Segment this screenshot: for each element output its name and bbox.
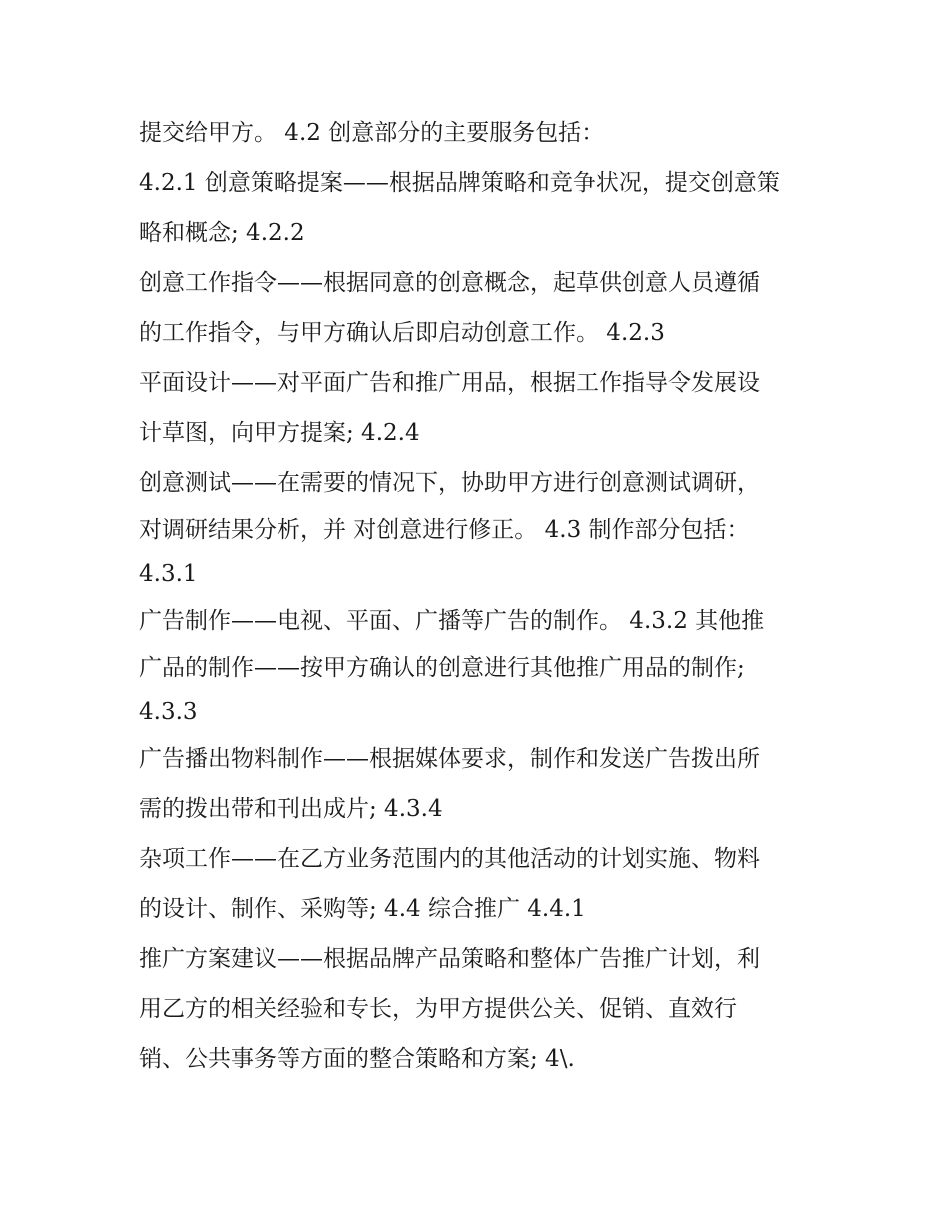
text-line-3: 略和概念; 4.2.2 [139,220,305,246]
text-line-14: 广告播出物料制作——根据媒体要求，制作和发送广告拨出所 [139,746,760,772]
text-line-17: 的设计、制作、采购等; 4.4 综合推广 4.4.1 [139,896,586,922]
text-line-10: 4.3.1 [139,561,198,587]
text-line-5: 的工作指令，与甲方确认后即启动创意工作。 4.2.3 [139,320,665,346]
text-line-12: 广品的制作——按甲方确认的创意进行其他推广用品的制作; [139,655,745,681]
text-line-13: 4.3.3 [139,699,198,725]
text-line-2: 4.2.1 创意策略提案——根据品牌策略和竞争状况，提交创意策 [139,170,780,196]
text-line-16: 杂项工作——在乙方业务范围内的其他活动的计划实施、物料 [139,846,760,872]
text-line-7: 计草图，向甲方提案; 4.2.4 [139,420,420,446]
document-body [139,108,819,1084]
text-line-18: 推广方案建议——根据品牌产品策略和整体广告推广计划，利 [139,946,760,972]
text-line-8: 创意测试——在需要的情况下，协助甲方进行创意测试调研， [139,470,760,496]
text-line-19: 用乙方的相关经验和专长，为甲方提供公关、促销、直效行 [139,996,737,1022]
text-line-9: 对调研结果分析，并 对创意进行修正。 4.3 制作部分包括： [139,517,750,543]
text-line-4: 创意工作指令——根据同意的创意概念，起草供创意人员遵循 [139,270,760,296]
text-line-15: 需的拨出带和刊出成片; 4.3.4 [139,796,443,822]
text-line-1: 提交给甲方。 4.2 创意部分的主要服务包括： [139,120,605,146]
text-line-20: 销、公共事务等方面的整合策略和方案; 4\. [139,1046,575,1072]
text-line-6: 平面设计——对平面广告和推广用品，根据工作指导令发展设 [139,370,760,396]
text-line-11: 广告制作——电视、平面、广播等广告的制作。 4.3.2 其他推 [139,608,765,634]
